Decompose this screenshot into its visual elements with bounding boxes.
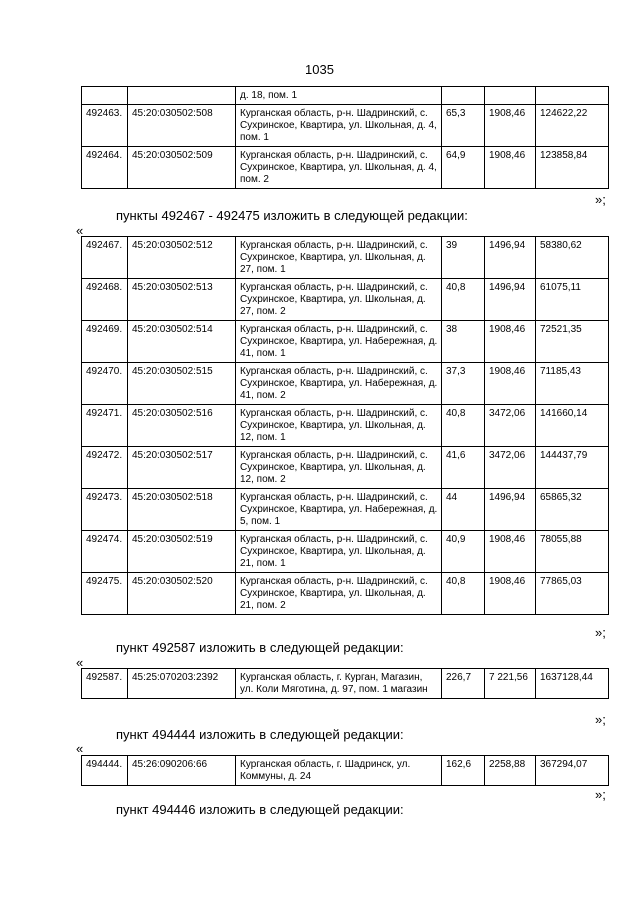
area-cell: 40,9 xyxy=(442,531,485,573)
cadastral-number-cell: 45:20:030502:518 xyxy=(128,489,236,531)
value-cell: 77865,03 xyxy=(536,573,609,615)
amendment-paragraph: пункт 492587 изложить в следующей редакции: xyxy=(116,640,404,655)
rate-cell: 1908,46 xyxy=(485,363,536,405)
value-cell xyxy=(536,87,609,105)
cadastral-number-cell: 45:20:030502:509 xyxy=(128,147,236,189)
cadastral-number-cell: 45:25:070203:2392 xyxy=(128,669,236,699)
area-cell: 40,8 xyxy=(442,573,485,615)
address-cell: Курганская область, р-н. Шадринский, с. Сухринское, Квартира, ул. Школьная, д. 21, пом. 2 xyxy=(236,573,442,615)
table-row xyxy=(82,105,609,147)
item-number-cell: 492467. xyxy=(82,237,128,279)
area-cell: 44 xyxy=(442,489,485,531)
item-number-cell: 492587. xyxy=(82,669,128,699)
value-cell: 58380,62 xyxy=(536,237,609,279)
item-number-cell: 494444. xyxy=(82,756,128,786)
rate-cell: 1908,46 xyxy=(485,573,536,615)
table-row xyxy=(82,531,609,573)
rate-cell xyxy=(485,87,536,105)
value-cell: 124622,22 xyxy=(536,105,609,147)
rate-cell: 3472,06 xyxy=(485,447,536,489)
closing-quote: »; xyxy=(595,625,606,640)
area-cell: 40,8 xyxy=(442,405,485,447)
value-cell: 144437,79 xyxy=(536,447,609,489)
rate-cell: 7 221,56 xyxy=(485,669,536,699)
item-number-cell: 492470. xyxy=(82,363,128,405)
address-cell: Курганская область, р-н. Шадринский, с. Сухринское, Квартира, ул. Набережная, д. 41, пом. 2 xyxy=(236,363,442,405)
table-row xyxy=(82,405,609,447)
area-cell xyxy=(442,87,485,105)
closing-quote: »; xyxy=(595,192,606,207)
property-table-3 xyxy=(81,668,609,699)
table-row xyxy=(82,321,609,363)
cadastral-number-cell: 45:20:030502:512 xyxy=(128,237,236,279)
rate-cell: 1908,46 xyxy=(485,531,536,573)
cadastral-number-cell: 45:20:030502:513 xyxy=(128,279,236,321)
address-cell: Курганская область, р-н. Шадринский, с. Сухринское, Квартира, ул. Школьная, д. 12, пом. 2 xyxy=(236,447,442,489)
address-cell: Курганская область, р-н. Шадринский, с. Сухринское, Квартира, ул. Школьная, д. 21, пом. 1 xyxy=(236,531,442,573)
cadastral-number-cell: 45:20:030502:519 xyxy=(128,531,236,573)
rate-cell: 1908,46 xyxy=(485,147,536,189)
value-cell: 78055,88 xyxy=(536,531,609,573)
amendment-paragraph: пункты 492467 - 492475 изложить в следующей редакции: xyxy=(116,208,468,223)
value-cell: 123858,84 xyxy=(536,147,609,189)
item-number-cell: 492463. xyxy=(82,105,128,147)
address-cell: Курганская область, р-н. Шадринский, с. Сухринское, Квартира, ул. Школьная, д. 27, пом. 2 xyxy=(236,279,442,321)
value-cell: 367294,07 xyxy=(536,756,609,786)
rate-cell: 1908,46 xyxy=(485,321,536,363)
property-table-4 xyxy=(81,755,609,786)
closing-quote: »; xyxy=(595,787,606,802)
amendment-paragraph: пункт 494444 изложить в следующей редакции: xyxy=(116,727,404,742)
property-table-2 xyxy=(81,236,609,615)
table-row xyxy=(82,87,609,105)
cadastral-number-cell: 45:20:030502:515 xyxy=(128,363,236,405)
rate-cell: 1496,94 xyxy=(485,489,536,531)
area-cell: 37,3 xyxy=(442,363,485,405)
opening-quote: « xyxy=(76,223,84,238)
table-row xyxy=(82,489,609,531)
item-number-cell: 492473. xyxy=(82,489,128,531)
amendment-paragraph: пункт 494446 изложить в следующей редакции: xyxy=(116,802,404,817)
cadastral-number-cell: 45:20:030502:516 xyxy=(128,405,236,447)
table-row xyxy=(82,447,609,489)
cadastral-number-cell: 45:26:090206:66 xyxy=(128,756,236,786)
area-cell: 65,3 xyxy=(442,105,485,147)
table-row xyxy=(82,573,609,615)
cadastral-number-cell: 45:20:030502:508 xyxy=(128,105,236,147)
address-cell: Курганская область, г. Курган, Магазин, ул. Коли Мяготина, д. 97, пом. 1 магазин xyxy=(236,669,442,699)
address-cell: Курганская область, р-н. Шадринский, с. Сухринское, Квартира, ул. Школьная, д. 4, пом. 1 xyxy=(236,105,442,147)
item-number-cell: 492471. xyxy=(82,405,128,447)
rate-cell: 3472,06 xyxy=(485,405,536,447)
item-number-cell: 492468. xyxy=(82,279,128,321)
table-row xyxy=(82,669,609,699)
area-cell: 39 xyxy=(442,237,485,279)
address-cell: Курганская область, р-н. Шадринский, с. Сухринское, Квартира, ул. Набережная, д. 41, пом. 1 xyxy=(236,321,442,363)
rate-cell: 2258,88 xyxy=(485,756,536,786)
value-cell: 141660,14 xyxy=(536,405,609,447)
item-number-cell: 492464. xyxy=(82,147,128,189)
value-cell: 1637128,44 xyxy=(536,669,609,699)
table-row xyxy=(82,363,609,405)
area-cell: 226,7 xyxy=(442,669,485,699)
item-number-cell: 492474. xyxy=(82,531,128,573)
area-cell: 64,9 xyxy=(442,147,485,189)
closing-quote: »; xyxy=(595,712,606,727)
item-number-cell: 492472. xyxy=(82,447,128,489)
cadastral-number-cell: 45:20:030502:520 xyxy=(128,573,236,615)
address-cell: Курганская область, р-н. Шадринский, с. Сухринское, Квартира, ул. Набережная, д. 5, пом. 1 xyxy=(236,489,442,531)
item-number-cell: 492469. xyxy=(82,321,128,363)
value-cell: 72521,35 xyxy=(536,321,609,363)
property-table-1 xyxy=(81,86,609,189)
cadastral-number-cell: 45:20:030502:517 xyxy=(128,447,236,489)
cadastral-number-cell xyxy=(128,87,236,105)
rate-cell: 1908,46 xyxy=(485,105,536,147)
item-number-cell xyxy=(82,87,128,105)
rate-cell: 1496,94 xyxy=(485,279,536,321)
opening-quote: « xyxy=(76,741,84,756)
address-cell: Курганская область, г. Шадринск, ул. Коммуны, д. 24 xyxy=(236,756,442,786)
address-cell: д. 18, пом. 1 xyxy=(236,87,442,105)
address-cell: Курганская область, р-н. Шадринский, с. Сухринское, Квартира, ул. Школьная, д. 27, пом. 1 xyxy=(236,237,442,279)
rate-cell: 1496,94 xyxy=(485,237,536,279)
value-cell: 65865,32 xyxy=(536,489,609,531)
table-row xyxy=(82,237,609,279)
table-row xyxy=(82,147,609,189)
page-number: 1035 xyxy=(305,62,334,77)
address-cell: Курганская область, р-н. Шадринский, с. Сухринское, Квартира, ул. Школьная, д. 4, пом. 2 xyxy=(236,147,442,189)
area-cell: 38 xyxy=(442,321,485,363)
value-cell: 71185,43 xyxy=(536,363,609,405)
table-row xyxy=(82,756,609,786)
area-cell: 40,8 xyxy=(442,279,485,321)
value-cell: 61075,11 xyxy=(536,279,609,321)
address-cell: Курганская область, р-н. Шадринский, с. Сухринское, Квартира, ул. Школьная, д. 12, пом. 1 xyxy=(236,405,442,447)
table-row xyxy=(82,279,609,321)
area-cell: 41,6 xyxy=(442,447,485,489)
item-number-cell: 492475. xyxy=(82,573,128,615)
opening-quote: « xyxy=(76,655,84,670)
area-cell: 162,6 xyxy=(442,756,485,786)
cadastral-number-cell: 45:20:030502:514 xyxy=(128,321,236,363)
